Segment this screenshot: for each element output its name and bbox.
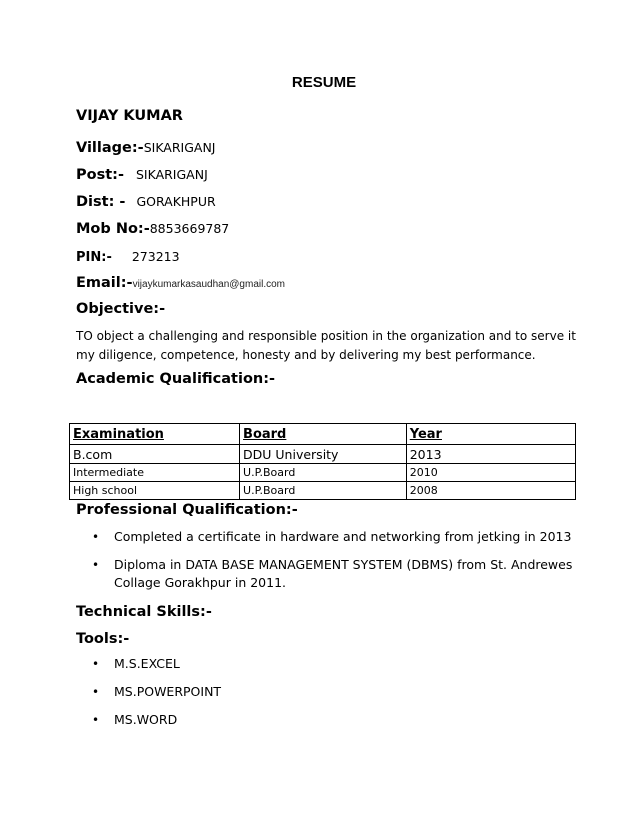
professional-list (92, 528, 574, 546)
list-item-text: MS.WORD (114, 712, 178, 727)
post-row (76, 164, 208, 183)
table-cell: High school (70, 482, 240, 500)
table-row (70, 482, 576, 500)
objective-line-1: TO object a challenging and responsible position in the organization and to serve it (76, 329, 576, 343)
dist-row (76, 191, 216, 210)
mob-row (76, 218, 229, 237)
post-label: Post:- (76, 167, 124, 183)
list-item (92, 655, 574, 673)
col-header-examination: Examination (70, 424, 240, 445)
applicant-name: VIJAY KUMAR (76, 108, 183, 124)
resume-title (0, 74, 638, 91)
list-item-text: Completed a certificate in hardware and networking from jetking in 2013 (114, 529, 572, 544)
objective-heading: Objective:- (76, 301, 166, 317)
list-item (92, 556, 574, 592)
resume-title-text: RESUME (291, 74, 357, 91)
email-row (76, 272, 285, 291)
professional-list-2 (92, 556, 574, 592)
post-value: SIKARIGANJ (135, 167, 208, 182)
professional-heading: Professional Qualification:- (76, 502, 298, 518)
mob-label: Mob No:- (76, 221, 150, 237)
dist-label: Dist: - (76, 194, 126, 210)
pin-row (76, 246, 180, 265)
academic-heading: Academic Qualification:- (76, 371, 276, 387)
table-cell: DDU University (240, 445, 407, 464)
mob-value: 8853669787 (149, 221, 230, 236)
table-header-row (70, 424, 576, 445)
pin-label: PIN:- (76, 250, 112, 265)
table-cell: B.com (70, 445, 240, 464)
pin-value: 273213 (131, 249, 180, 264)
col-header-year: Year (406, 424, 575, 445)
table-cell: 2013 (406, 445, 575, 464)
table-row (70, 464, 576, 482)
objective-line-2: my diligence, competence, honesty and by delivering my best performance. (76, 347, 536, 362)
dist-value: GORAKHPUR (136, 194, 216, 209)
bullet-icon: • (92, 558, 100, 572)
technical-heading: Technical Skills:- (76, 604, 212, 620)
list-item (92, 528, 574, 546)
list-item-text: Diploma in DATA BASE MANAGEMENT SYSTEM (DBMS) from St. Andrewes (114, 557, 573, 572)
village-label: Village:- (76, 140, 144, 156)
tools-list-2 (92, 683, 574, 701)
bullet-icon: • (92, 685, 100, 699)
list-item-text: M.S.EXCEL (114, 656, 180, 671)
bullet-icon: • (92, 713, 100, 727)
list-item (92, 683, 574, 701)
col-header-board: Board (240, 424, 407, 445)
table-cell: 2010 (406, 464, 575, 482)
tools-list-3 (92, 711, 574, 729)
tools-list (92, 655, 574, 673)
list-item-text-cont: Collage Gorakhpur in 2011. (114, 575, 286, 590)
table-cell: Intermediate (70, 464, 240, 482)
table-cell: U.P.Board (240, 482, 407, 500)
bullet-icon: • (92, 530, 100, 544)
academic-table (69, 423, 576, 500)
village-row (76, 137, 216, 156)
objective-paragraph (76, 327, 576, 364)
village-value: SIKARIGANJ (143, 140, 216, 155)
list-item (92, 711, 574, 729)
bullet-icon: • (92, 657, 100, 671)
table-cell: U.P.Board (240, 464, 407, 482)
email-value: vijaykumarkasaudhan@gmail.com (132, 279, 285, 290)
list-item-text: MS.POWERPOINT (114, 684, 222, 699)
email-label: Email:- (76, 275, 133, 291)
table-row (70, 445, 576, 464)
tools-heading: Tools:- (76, 631, 130, 647)
table-cell: 2008 (406, 482, 575, 500)
